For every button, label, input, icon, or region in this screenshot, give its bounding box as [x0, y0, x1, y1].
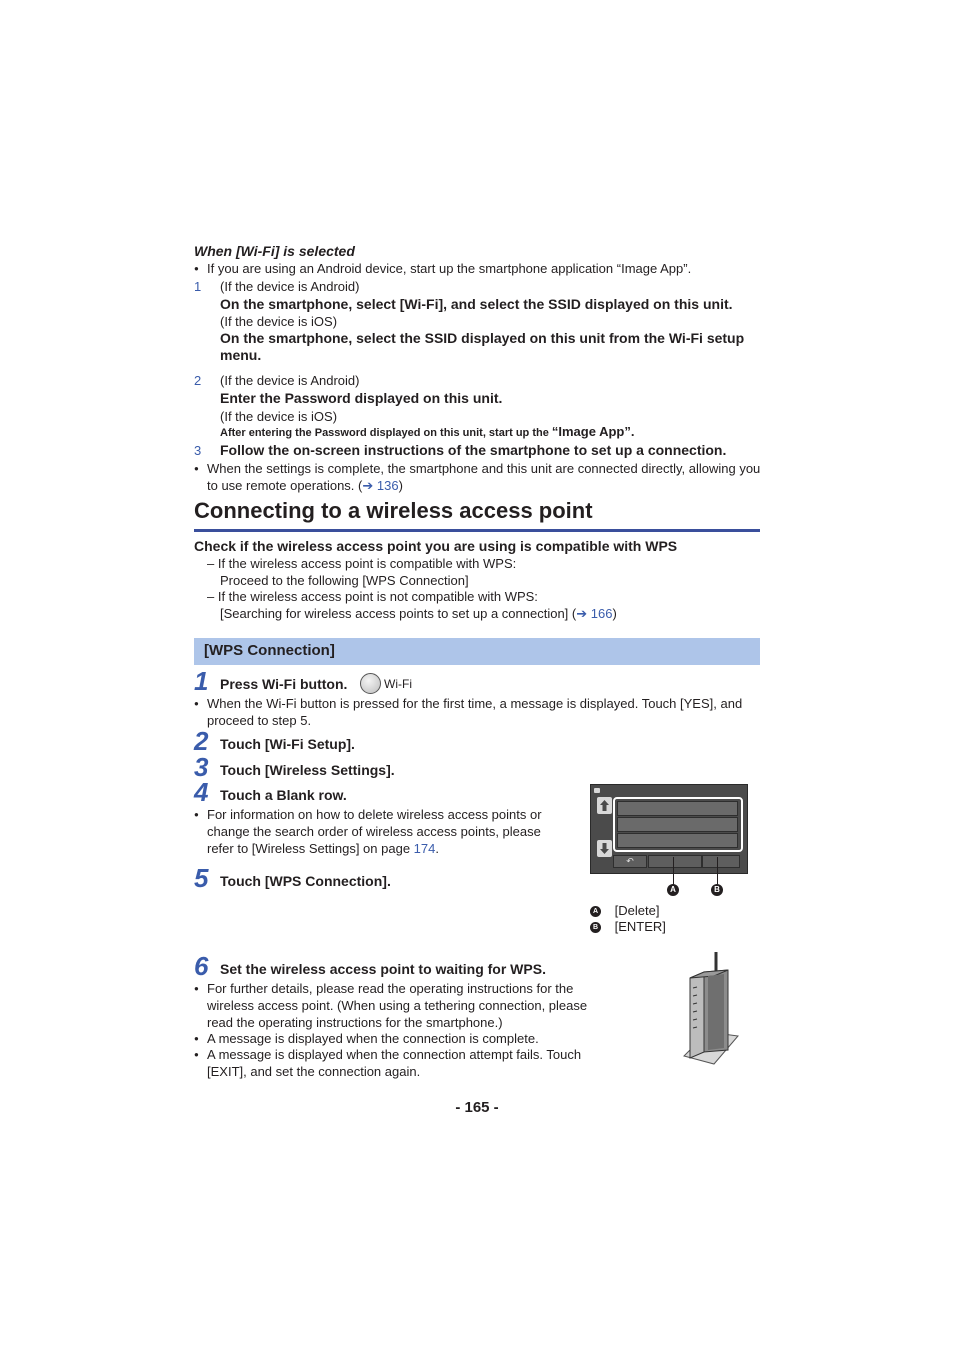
- step-text: Touch [Wireless Settings].: [220, 762, 395, 778]
- bullet-text: When the settings is complete, the smartphone and this unit are connected directly, allowing you to use remote operations. (: [207, 461, 761, 493]
- callout-badge-b: B: [711, 884, 723, 896]
- dash-text: If the wireless access point is compatible with WPS:: [217, 556, 517, 571]
- dash-text: ): [612, 606, 617, 621]
- page-link[interactable]: 174: [413, 841, 436, 856]
- big-step-number: 2: [194, 726, 209, 756]
- step-number: 1: [194, 279, 202, 294]
- step-number: 3: [194, 443, 202, 458]
- section-title: Connecting to a wireless access point: [194, 498, 593, 523]
- big-step-number: 1: [194, 666, 209, 696]
- legend-badge: B: [590, 922, 601, 933]
- step-bullet: [207, 806, 552, 857]
- camera-screen-illustration: [590, 784, 748, 874]
- legend-item: [590, 903, 659, 919]
- delete-button[interactable]: [648, 855, 702, 868]
- access-point-row[interactable]: [617, 833, 738, 848]
- device-label: (If the device is Android): [220, 373, 360, 388]
- big-step-number: 4: [194, 777, 209, 807]
- device-label: (If the device is Android): [220, 279, 360, 294]
- step-text: Enter the Password displayed on this unit.: [220, 390, 503, 406]
- callout-badge-a: A: [667, 884, 679, 896]
- step-number: 2: [194, 373, 202, 388]
- access-point-row[interactable]: [617, 817, 738, 832]
- step-bullet: ● For further details, please read the operating instructions for the wireless access point. (When using a tethering connection, please read the operating instructions for the smartphone.): [207, 980, 592, 1031]
- dash-sub: Proceed to the following [WPS Connection]: [220, 573, 469, 588]
- wireless-router-icon: [678, 948, 742, 1070]
- step-text-part: After entering the Password displayed on this unit, start up the: [220, 427, 552, 439]
- dash-text: If the wireless access point is not compatible with WPS:: [217, 589, 538, 604]
- page-link[interactable]: ➔ 166: [576, 606, 613, 621]
- legend-text: [ENTER]: [614, 919, 666, 934]
- step-text: Touch a Blank row.: [220, 787, 347, 803]
- dash-item: – If the wireless access point is compatible with WPS:: [207, 556, 517, 571]
- title-rule: [194, 529, 760, 532]
- wps-band: [194, 638, 760, 665]
- legend-item: [590, 919, 666, 935]
- enter-button[interactable]: [702, 855, 740, 868]
- check-heading: Check if the wireless access point you are using is compatible with WPS: [194, 538, 678, 554]
- app-name: “Image App”.: [551, 424, 635, 439]
- callout-line: [673, 857, 674, 885]
- step-text: Touch [Wi-Fi Setup].: [220, 736, 355, 752]
- wps-band-title: [WPS Connection]: [204, 642, 335, 659]
- dash-sub: [220, 606, 617, 622]
- scroll-up-icon[interactable]: [597, 797, 612, 814]
- bullet-text: ): [398, 478, 403, 493]
- scroll-down-icon[interactable]: [597, 840, 612, 857]
- callout-line: [717, 857, 718, 885]
- device-label: (If the device is iOS): [220, 409, 338, 424]
- intro-bullet: [207, 460, 763, 494]
- step-text: Touch [WPS Connection].: [220, 873, 391, 889]
- step-text: [220, 425, 634, 440]
- intro-heading: When [Wi-Fi] is selected: [194, 243, 355, 259]
- access-point-row[interactable]: [617, 801, 738, 816]
- big-step-number: 5: [194, 863, 209, 893]
- wifi-button-icon: [360, 673, 381, 694]
- dash-item: – If the wireless access point is not compatible with WPS:: [207, 589, 538, 604]
- step-bullet: ● A message is displayed when the connection attempt fails. Touch [EXIT], and set the connection again.: [207, 1046, 592, 1080]
- big-step-number: 6: [194, 951, 209, 981]
- legend-text: [Delete]: [614, 903, 660, 918]
- step-bullet: ● A message is displayed when the connection is complete.: [207, 1030, 592, 1047]
- page-link[interactable]: ➔ 136: [362, 478, 399, 493]
- bullet-text: .: [435, 841, 439, 856]
- step-text: Follow the on-screen instructions of the smartphone to set up a connection.: [220, 442, 727, 458]
- wifi-button-label: Wi-Fi: [384, 677, 412, 691]
- step-text: On the smartphone, select [Wi-Fi], and select the SSID displayed on this unit.: [220, 296, 733, 312]
- big-step-number: 3: [194, 752, 209, 782]
- step-bullet: ● When the Wi-Fi button is pressed for the first time, a message is displayed. Touch [YES], and proceed to step 5.: [207, 695, 752, 729]
- step-text: Press Wi-Fi button.: [220, 676, 348, 692]
- wifi-status-icon: [594, 788, 600, 793]
- intro-bullet: ● If you are using an Android device, start up the smartphone application “Image App”.: [207, 261, 767, 277]
- device-label: (If the device is iOS): [220, 314, 338, 329]
- dash-text: [Searching for wireless access points to set up a connection] (: [220, 606, 577, 621]
- return-button[interactable]: ↶: [613, 855, 647, 868]
- legend-badge: A: [590, 906, 601, 917]
- page-number: - 165 -: [455, 1099, 499, 1116]
- step-text: Set the wireless access point to waiting for WPS.: [220, 961, 546, 977]
- bullet-text: For information on how to delete wireless access points or change the search order of wireless access points, please refer to [Wireless Settings] on page: [207, 807, 542, 856]
- step-text: On the smartphone, select the SSID displayed on this unit from the Wi-Fi setup menu.: [220, 330, 745, 363]
